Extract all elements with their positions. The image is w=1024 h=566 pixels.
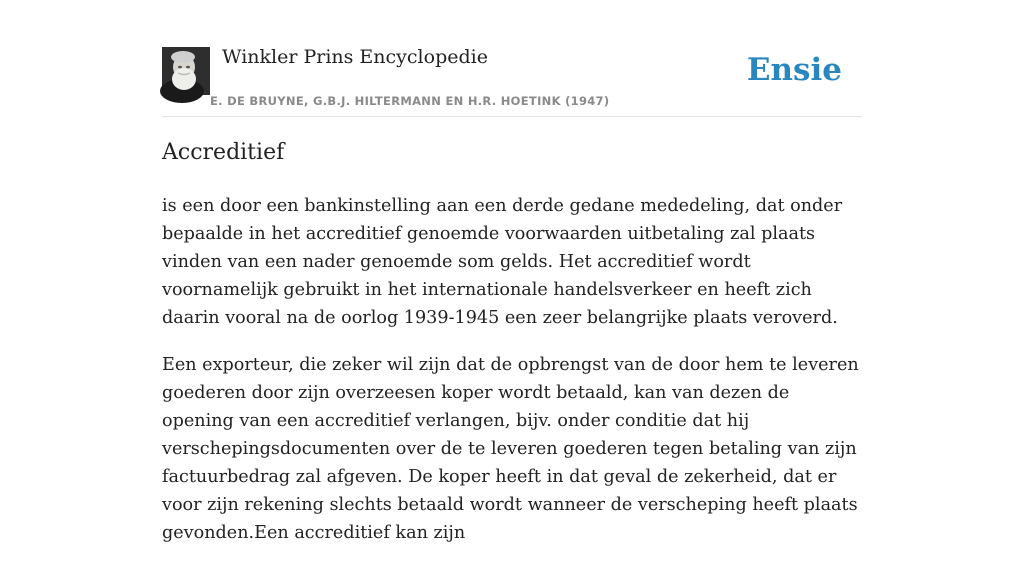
encyclopedia-header — [162, 46, 862, 117]
author-portrait-icon[interactable] — [162, 47, 210, 95]
encyclopedia-title[interactable]: Winkler Prins Encyclopedie — [222, 46, 488, 68]
article-body — [162, 192, 864, 566]
portrait-icon — [162, 47, 210, 95]
article-title: Accreditief — [162, 140, 285, 165]
article-paragraph: is een door een bankinstelling aan een derde gedane mededeling, dat onder bepaalde in het accreditief genoemde voorwaarden uitbetaling zal plaats vinden van een nader genoemde som gelds. Het accreditief wordt voornamelijk gebruikt in het internationale handelsverkeer en heeft zich daarin vooral na de oorlog 1939-1945 een zeer belangrijke plaats veroverd. — [162, 196, 843, 328]
encyclopedia-authors: E. DE BRUYNE, G.B.J. HILTERMANN EN H.R. HOETINK (1947) — [210, 94, 610, 108]
article-paragraph: Een exporteur, die zeker wil zijn dat de opbrengst van de door hem te leveren goederen door zijn overzeesen koper wordt betaald, kan van dezen de opening van een accreditief verlangen, bijv. onder conditie dat hij verschepingsdocumenten over de te leveren goederen tegen betaling van zijn factuurbedrag zal afgeven. De koper heeft in dat geval de zekerheid, dat er voor zijn rekening slechts betaald wordt wanneer de verscheping heeft plaats gevonden.Een accreditief kan zijn — [162, 355, 859, 543]
ensie-logo[interactable]: Ensie — [746, 52, 842, 88]
